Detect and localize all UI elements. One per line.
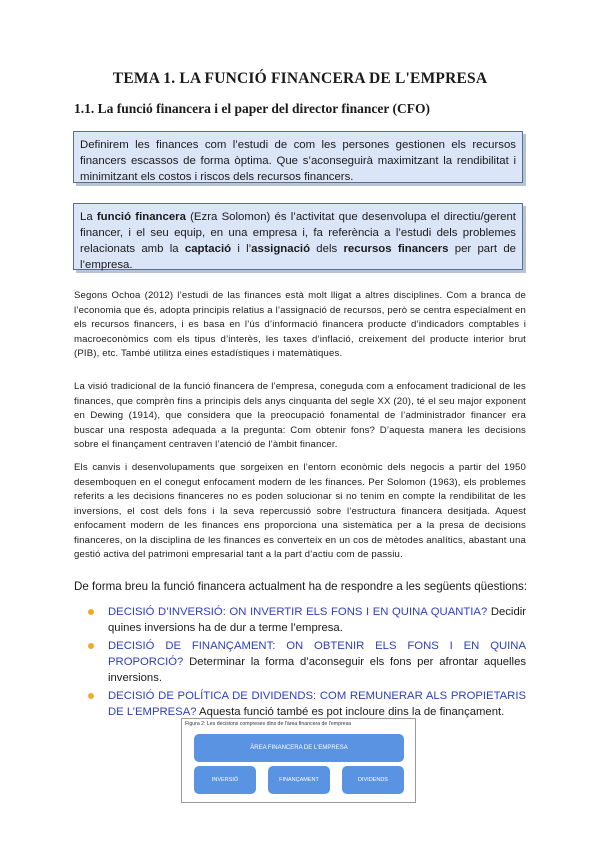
list-item: DECISIÓ DE POLÍTICA DE DIVIDENDS: COM REMUNERAR ALS PROPIETARIS DE L’EMPRESA? Aquesta funció també es pot incloure dins la de finançament.: [86, 688, 526, 720]
term-captacio: captació: [184, 243, 232, 255]
bullet-icon: [88, 609, 94, 615]
page-title: TEMA 1. LA FUNCIÓ FINANCERA DE L'EMPRESA: [112, 70, 488, 87]
questions-list: [86, 604, 526, 722]
question-financing: DECISIÓ DE FINANÇAMENT: ON OBTENIR ELS FONS I EN QUINA PROPORCIÓ?: [108, 640, 526, 668]
section-heading: 1.1. La funció financera i el paper del director financer (CFO): [74, 101, 430, 116]
financial-function-box: La funció financera (Ezra Solomon) és l’activitat que desenvolupa el directiu/gerent financer, i el seu equip, en una empresa i, fa referència a l’estudi dels problemes relacionats amb la captació i l’assignació dels recursos financers per part de l’empresa.: [73, 203, 523, 270]
paragraph-traditional-view: La visió tradicional de la funció financera de l’empresa, coneguda com a enfocament tradicional de les finances, que comprèn fins a principis dels anys cinquanta del segle XX (20), té el seu major exponent en Dewing (1914), que considera que la preocupació fonamental de l’administrador financer era buscar una resposta adequada a la pregunta: Com obtenir fons? D’aquesta manera les decisions sobre el finançament centraven l’atenció de l’àmbit financer.: [74, 381, 526, 450]
question-investment: DECISIÓ D’INVERSIÓ: ON INVERTIR ELS FONS I EN QUINA QUANTIA?: [108, 606, 488, 618]
term-recursos-financers: recursos financers: [343, 243, 449, 255]
definition-box: [73, 131, 523, 183]
financial-area-figure: [181, 718, 416, 803]
question-dividends: DECISIÓ DE POLÍTICA DE DIVIDENDS: COM REMUNERAR ALS PROPIETARIS DE L’EMPRESA?: [108, 690, 526, 718]
paragraph-ochoa: Segons Ochoa (2012) l’estudi de las finances està molt lligat a altres disciplines. Com a branca de l’economia que és, adopta principis relatius a l’assignació de recursos, però se centra especialment en els recursos financers, i es basa en l’ús d’informació financera producte d’indicadors comptables i macroeconòmics com els tipus d’interès, les taxes d’inflació, creixement del producte interior brut (PIB), etc. També utilitza eines estadístiques i matemàtiques.: [74, 290, 526, 359]
list-item: DECISIÓ D’INVERSIÓ: ON INVERTIR ELS FONS I EN QUINA QUANTIA? Decidir quines inversions ha de dur a terme l’empresa.: [86, 604, 526, 636]
questions-intro: De forma breu la funció financera actualment ha de respondre a les següents qüestions:: [74, 580, 528, 593]
figure-financial-area-box: ÀREA FINANCERA DE L'EMPRESA: [194, 734, 404, 762]
list-item: DECISIÓ DE FINANÇAMENT: ON OBTENIR ELS FONS I EN QUINA PROPORCIÓ? Determinar la forma d’aconseguir els fons per afrontar aquelles inversions.: [86, 638, 526, 686]
bullet-icon: [88, 693, 94, 699]
term-funcio-financera: funció financera: [96, 211, 186, 223]
term-assignacio: assignació: [251, 243, 311, 255]
bullet-icon: [88, 643, 94, 649]
figure-dividends-box: DIVIDENDS: [342, 766, 404, 794]
paragraph-modern-view: Els canvis i desenvolupaments que sorgeixen en l’entorn econòmic dels negocis a partir del 1950 desemboquen en el conegut enfocament modern de les finances. Per Solomon (1963), els problemes referits a les decisions financeres no es poden solucionar si no tenim en compte la rendibilitat de les inversions, el cost dels fons i la seva repercussió sobre l’estructura financera desitjada. Aquest enfocament modern de les finances ens proporciona una sistemàtica per a la presa de decisions financeres, on la disciplina de les finances es converteix en un cos de mètodes analítics, abastant una gestió activa del patrimoni empresarial tant a la part d’actiu com de passiu.: [74, 462, 526, 560]
figure-caption: Figura 2: Les decisions compreses dins de l'àrea financera de l'empresa: [185, 721, 352, 727]
figure-investment-box: INVERSIÓ: [194, 766, 256, 794]
figure-financing-box: FINANÇAMENT: [268, 766, 330, 794]
definition-text: Definirem les finances com l’estudi de com les persones gestionen els recursos financers escassos de forma òptima. Que s’aconseguirà maximitzant la rendibilitat i minimitzant els costos i riscos dels recursos financers.: [80, 139, 516, 183]
